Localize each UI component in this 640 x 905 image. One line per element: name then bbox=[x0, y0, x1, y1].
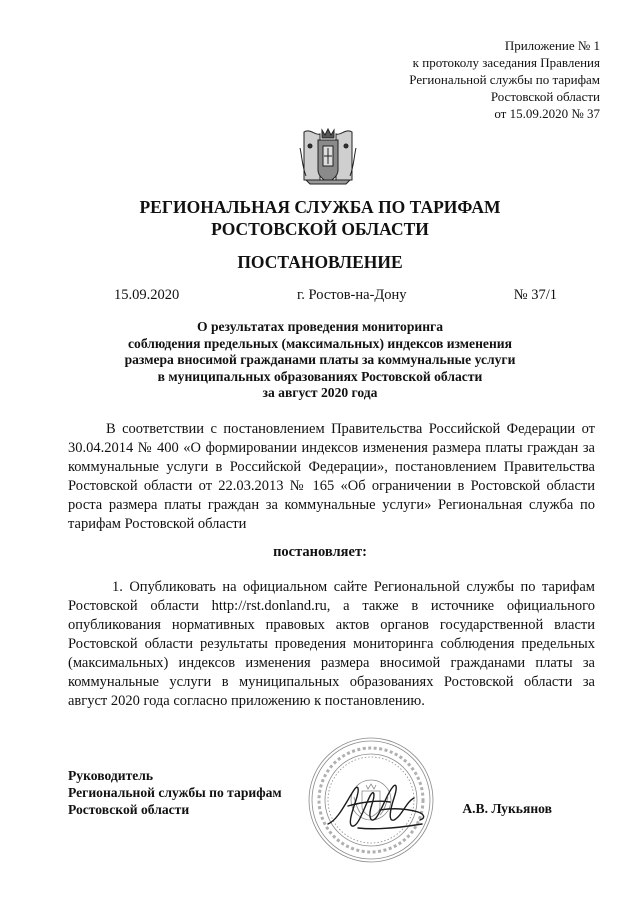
document-date: 15.09.2020 bbox=[114, 287, 180, 303]
item-1-line: Ростовской области http://rst.donland.ru, а также в источнике официального bbox=[68, 598, 595, 614]
document-number: № 37/1 bbox=[513, 287, 557, 303]
subject-line: в муниципальных образованиях Ростовской области bbox=[157, 368, 483, 384]
item-1-line: коммунальные услуги в муниципальных образованиях Ростовской области за bbox=[68, 674, 595, 690]
signatory-position bbox=[68, 767, 282, 818]
document-type: ПОСТАНОВЛЕНИЕ bbox=[237, 252, 403, 272]
preamble-line: тарифам Ростовской области bbox=[68, 516, 247, 532]
signatory-position-line: Руководитель bbox=[68, 768, 154, 783]
signatory-position-line: Ростовской области bbox=[68, 802, 190, 817]
appendix-line: Ростовской области bbox=[490, 89, 600, 104]
preamble-line: коммунальные услуги в Российской Федерации», постановлением Правительства bbox=[68, 459, 595, 475]
appendix-note bbox=[340, 37, 600, 122]
item-1-line: (максимальных) индексов изменения размера вносимой гражданами платы за bbox=[68, 655, 595, 671]
appendix-line: Приложение № 1 bbox=[504, 38, 600, 53]
subject-line: размера вносимой гражданами платы за коммунальные услуги bbox=[124, 352, 516, 367]
subject-line: за август 2020 года bbox=[262, 385, 378, 400]
preamble-line: роста размера платы граждан за коммунальные услуги» Региональная служба по bbox=[68, 497, 595, 513]
appendix-line: к протоколу заседания Правления bbox=[412, 55, 600, 70]
appendix-line: от 15.09.2020 № 37 bbox=[494, 106, 600, 121]
item-1-line: опубликования нормативных правовых актов органов государственной власти bbox=[68, 617, 595, 633]
preamble-line: 30.04.2014 № 400 «О формировании индексов изменения размера платы граждан за bbox=[68, 440, 595, 456]
preamble-paragraph bbox=[68, 420, 595, 534]
item-1-line: август 2020 года согласно приложению к постановлению. bbox=[68, 693, 425, 709]
organization-title bbox=[0, 196, 640, 240]
rostov-region-coat-of-arms-icon bbox=[296, 126, 360, 186]
document-subject bbox=[0, 319, 640, 402]
decree-word: постановляет: bbox=[273, 544, 367, 560]
organization-title-line: РЕГИОНАЛЬНАЯ СЛУЖБА ПО ТАРИФАМ bbox=[139, 197, 501, 217]
signatory-position-line: Региональной службы по тарифам bbox=[68, 785, 282, 800]
appendix-line: Региональной службы по тарифам bbox=[409, 72, 600, 87]
preamble-line: Ростовской области от 22.03.2013 № 165 «Об ограничении в Ростовской области bbox=[68, 478, 595, 494]
item-1-line: 1. Опубликовать на официальном сайте Региональной службы по тарифам bbox=[112, 579, 595, 595]
organization-title-line: РОСТОВСКОЙ ОБЛАСТИ bbox=[211, 219, 429, 239]
preamble-line: В соответствии с постановлением Правительства Российской Федерации от bbox=[106, 421, 595, 437]
document-city: г. Ростов-на-Дону bbox=[297, 287, 407, 303]
subject-line: соблюдения предельных (максимальных) индексов изменения bbox=[128, 335, 512, 351]
signatory-name: А.В. Лукьянов bbox=[462, 801, 552, 816]
item-1-line: Ростовской области результаты проведения мониторинга соблюдения предельных bbox=[68, 636, 595, 652]
subject-line: О результатах проведения мониторинга bbox=[196, 319, 444, 334]
item-1-paragraph bbox=[68, 578, 595, 711]
handwritten-signature-icon bbox=[318, 772, 438, 842]
